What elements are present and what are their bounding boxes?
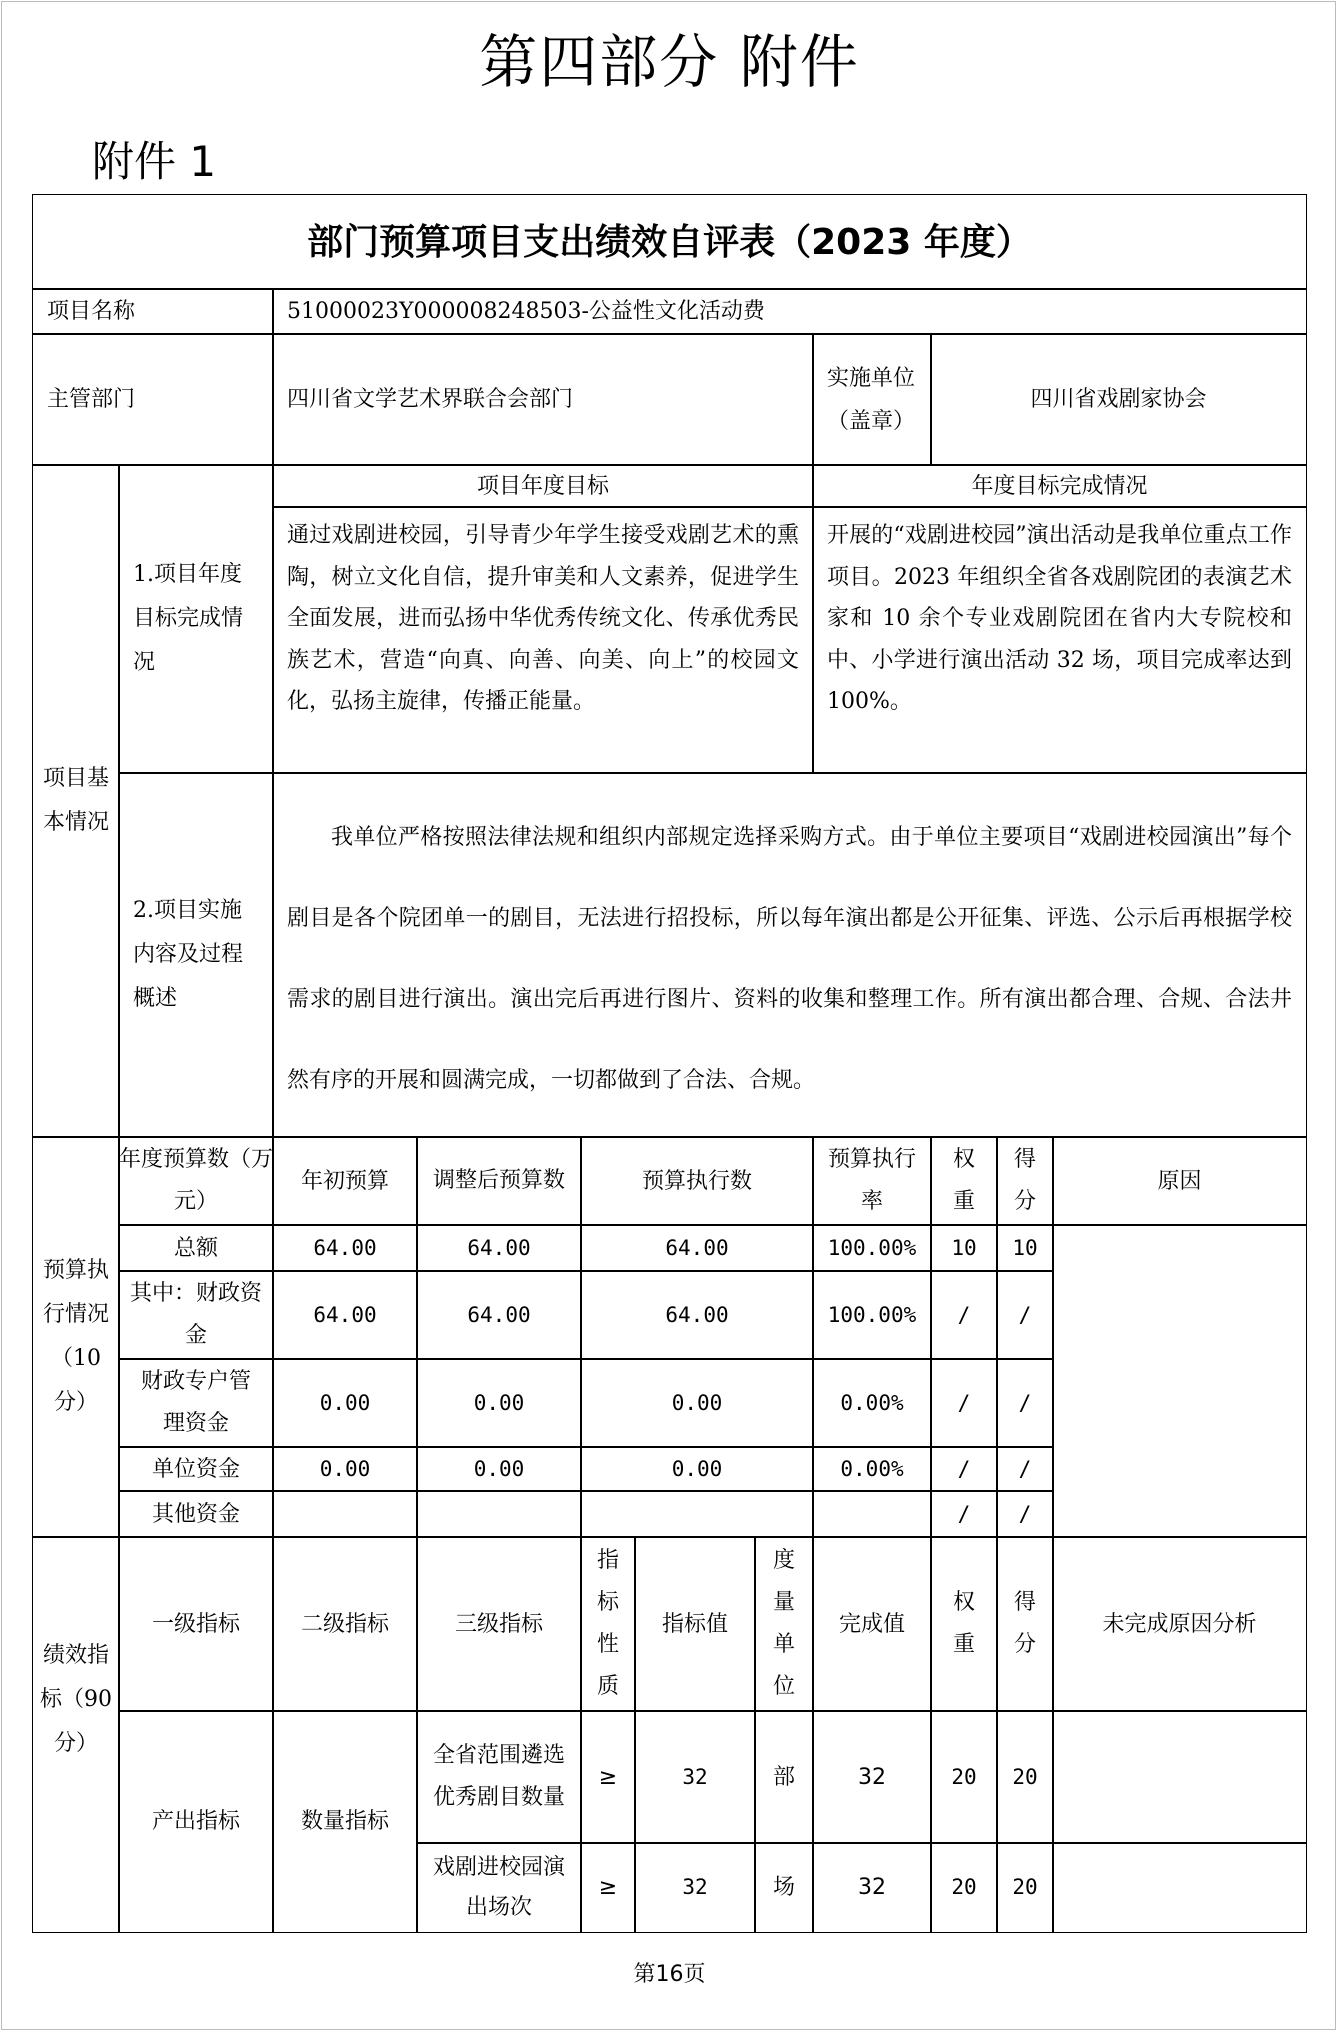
- impl-unit-label: 实施单位（盖章）: [812, 333, 932, 466]
- impl-section-label: 2.项目实施内容及过程概述: [118, 772, 274, 1138]
- budget-initial-cell: 0.00: [272, 1358, 418, 1448]
- perf-score-header: 得分: [996, 1536, 1054, 1712]
- budget-executed-cell: 0.00: [580, 1446, 814, 1492]
- budget-row-label: 财政专户管理资金: [118, 1358, 274, 1448]
- completion-text: 开展的“戏剧进校园”演出活动是我单位重点工作项目。2023 年组织全省各戏剧院团的表演艺术家和 10 余个专业戏剧院团在省内大专院校和中、小学进行演出活动 32 场，项目完成率达到 100%。: [812, 506, 1307, 774]
- budget-executed-cell: 64.00: [580, 1224, 814, 1272]
- perf-nature-header: 指标性质: [580, 1536, 636, 1712]
- goal-section-label: 1.项目年度目标完成情况: [118, 464, 274, 774]
- budget-annual-header: 年度预算数（万元）: [118, 1136, 274, 1226]
- perf-level3-header: 三级指标: [416, 1536, 582, 1712]
- budget-initial-cell: 0.00: [272, 1446, 418, 1492]
- budget-adjusted-cell: 64.00: [416, 1270, 582, 1360]
- perf-actual-cell: 32: [812, 1710, 932, 1844]
- budget-score-cell: /: [996, 1446, 1054, 1492]
- budget-weight-header: 权重: [930, 1136, 998, 1226]
- budget-adjusted-header: 调整后预算数: [416, 1136, 582, 1226]
- budget-section-label: 预算执行情况（10分）: [32, 1136, 120, 1538]
- basic-info-label: 项目基本情况: [32, 464, 120, 1138]
- completion-header: 年度目标完成情况: [812, 464, 1307, 508]
- page-number: 第16页: [633, 1962, 706, 1987]
- perf-score-cell: 20: [996, 1710, 1054, 1844]
- budget-executed-header: 预算执行数: [580, 1136, 814, 1226]
- perf-target-cell: 32: [634, 1842, 756, 1933]
- goal-text: 通过戏剧进校园，引导青少年学生接受戏剧艺术的熏陶，树立文化自信，提升审美和人文素养，促进学生全面发展，进而弘扬中华优秀传统文化、传承优秀民族艺术，营造“向真、向善、向美、向上”的校园文化，弘扬主旋律，传播正能量。: [272, 506, 814, 774]
- budget-rate-header: 预算执行率: [812, 1136, 932, 1226]
- perf-actual-cell: 32: [812, 1842, 932, 1933]
- perf-level2-cell: 数量指标: [272, 1710, 418, 1933]
- perf-section-label: 绩效指标（90分）: [32, 1536, 120, 1933]
- budget-row-label: 其中：财政资金: [118, 1270, 274, 1360]
- perf-unit-header: 度量单位: [754, 1536, 814, 1712]
- budget-score-cell: /: [996, 1358, 1054, 1448]
- table-title: 部门预算项目支出绩效自评表（2023 年度）: [32, 194, 1307, 290]
- perf-target-header: 指标值: [634, 1536, 756, 1712]
- budget-executed-cell: [580, 1490, 814, 1538]
- perf-nature-cell: ≥: [580, 1710, 636, 1844]
- budget-row-label: 其他资金: [118, 1490, 274, 1538]
- budget-score-cell: 10: [996, 1224, 1054, 1272]
- budget-row-label: 单位资金: [118, 1446, 274, 1492]
- budget-initial-cell: [272, 1490, 418, 1538]
- perf-level3-cell: 全省范围遴选优秀剧目数量: [416, 1710, 582, 1844]
- budget-executed-cell: 64.00: [580, 1270, 814, 1360]
- budget-weight-cell: /: [930, 1490, 998, 1538]
- perf-level1-cell: 产出指标: [118, 1710, 274, 1933]
- budget-weight-cell: /: [930, 1358, 998, 1448]
- perf-score-cell: 20: [996, 1842, 1054, 1933]
- budget-adjusted-cell: [416, 1490, 582, 1538]
- dept-value: 四川省文学艺术界联合会部门: [272, 333, 814, 466]
- budget-rate-cell: 100.00%: [812, 1224, 932, 1272]
- perf-unit-cell: 场: [754, 1842, 814, 1933]
- budget-adjusted-cell: 0.00: [416, 1446, 582, 1492]
- perf-weight-cell: 20: [930, 1710, 998, 1844]
- budget-score-cell: /: [996, 1490, 1054, 1538]
- budget-weight-cell: /: [930, 1270, 998, 1360]
- perf-analysis-header: 未完成原因分析: [1052, 1536, 1307, 1712]
- impl-unit-value: 四川省戏剧家协会: [930, 333, 1307, 466]
- budget-weight-cell: /: [930, 1446, 998, 1492]
- perf-actual-header: 完成值: [812, 1536, 932, 1712]
- budget-adjusted-cell: 0.00: [416, 1358, 582, 1448]
- budget-rate-cell: [812, 1490, 932, 1538]
- part-title: 第四部分 附件: [479, 28, 860, 96]
- perf-level3-cell: 戏剧进校园演出场次: [416, 1842, 582, 1933]
- budget-initial-cell: 64.00: [272, 1270, 418, 1360]
- attachment-label: 附件 1: [92, 137, 217, 186]
- budget-score-header: 得分: [996, 1136, 1054, 1226]
- perf-nature-cell: ≥: [580, 1842, 636, 1933]
- perf-level1-header: 一级指标: [118, 1536, 274, 1712]
- dept-label: 主管部门: [32, 333, 274, 466]
- perf-unit-cell: 部: [754, 1710, 814, 1844]
- budget-initial-cell: 64.00: [272, 1224, 418, 1272]
- perf-target-cell: 32: [634, 1710, 756, 1844]
- perf-level2-header: 二级指标: [272, 1536, 418, 1712]
- budget-rate-cell: 0.00%: [812, 1358, 932, 1448]
- perf-weight-header: 权重: [930, 1536, 998, 1712]
- budget-score-cell: /: [996, 1270, 1054, 1360]
- goal-header: 项目年度目标: [272, 464, 814, 508]
- perf-analysis-cell: [1052, 1710, 1307, 1844]
- impl-text: 我单位严格按照法律法规和组织内部规定选择采购方式。由于单位主要项目“戏剧进校园演出”每个剧目是各个院团单一的剧目，无法进行招投标，所以每年演出都是公开征集、评选、公示后再根据学校需求的剧目进行演出。演出完后再进行图片、资料的收集和整理工作。所有演出都合理、合规、合法井然有序的开展和圆满完成，一切都做到了合法、合规。: [272, 772, 1307, 1138]
- budget-adjusted-cell: 64.00: [416, 1224, 582, 1272]
- perf-weight-cell: 20: [930, 1842, 998, 1933]
- budget-row-label: 总额: [118, 1224, 274, 1272]
- budget-weight-cell: 10: [930, 1224, 998, 1272]
- budget-reason-header: 原因: [1052, 1136, 1307, 1226]
- budget-initial-header: 年初预算: [272, 1136, 418, 1226]
- budget-rate-cell: 0.00%: [812, 1446, 932, 1492]
- project-name-value: 51000023Y000008248503-公益性文化活动费: [272, 288, 1307, 335]
- project-name-label: 项目名称: [32, 288, 274, 335]
- budget-executed-cell: 0.00: [580, 1358, 814, 1448]
- perf-analysis-cell: [1052, 1842, 1307, 1933]
- budget-reason-cell: [1052, 1224, 1307, 1538]
- budget-rate-cell: 100.00%: [812, 1270, 932, 1360]
